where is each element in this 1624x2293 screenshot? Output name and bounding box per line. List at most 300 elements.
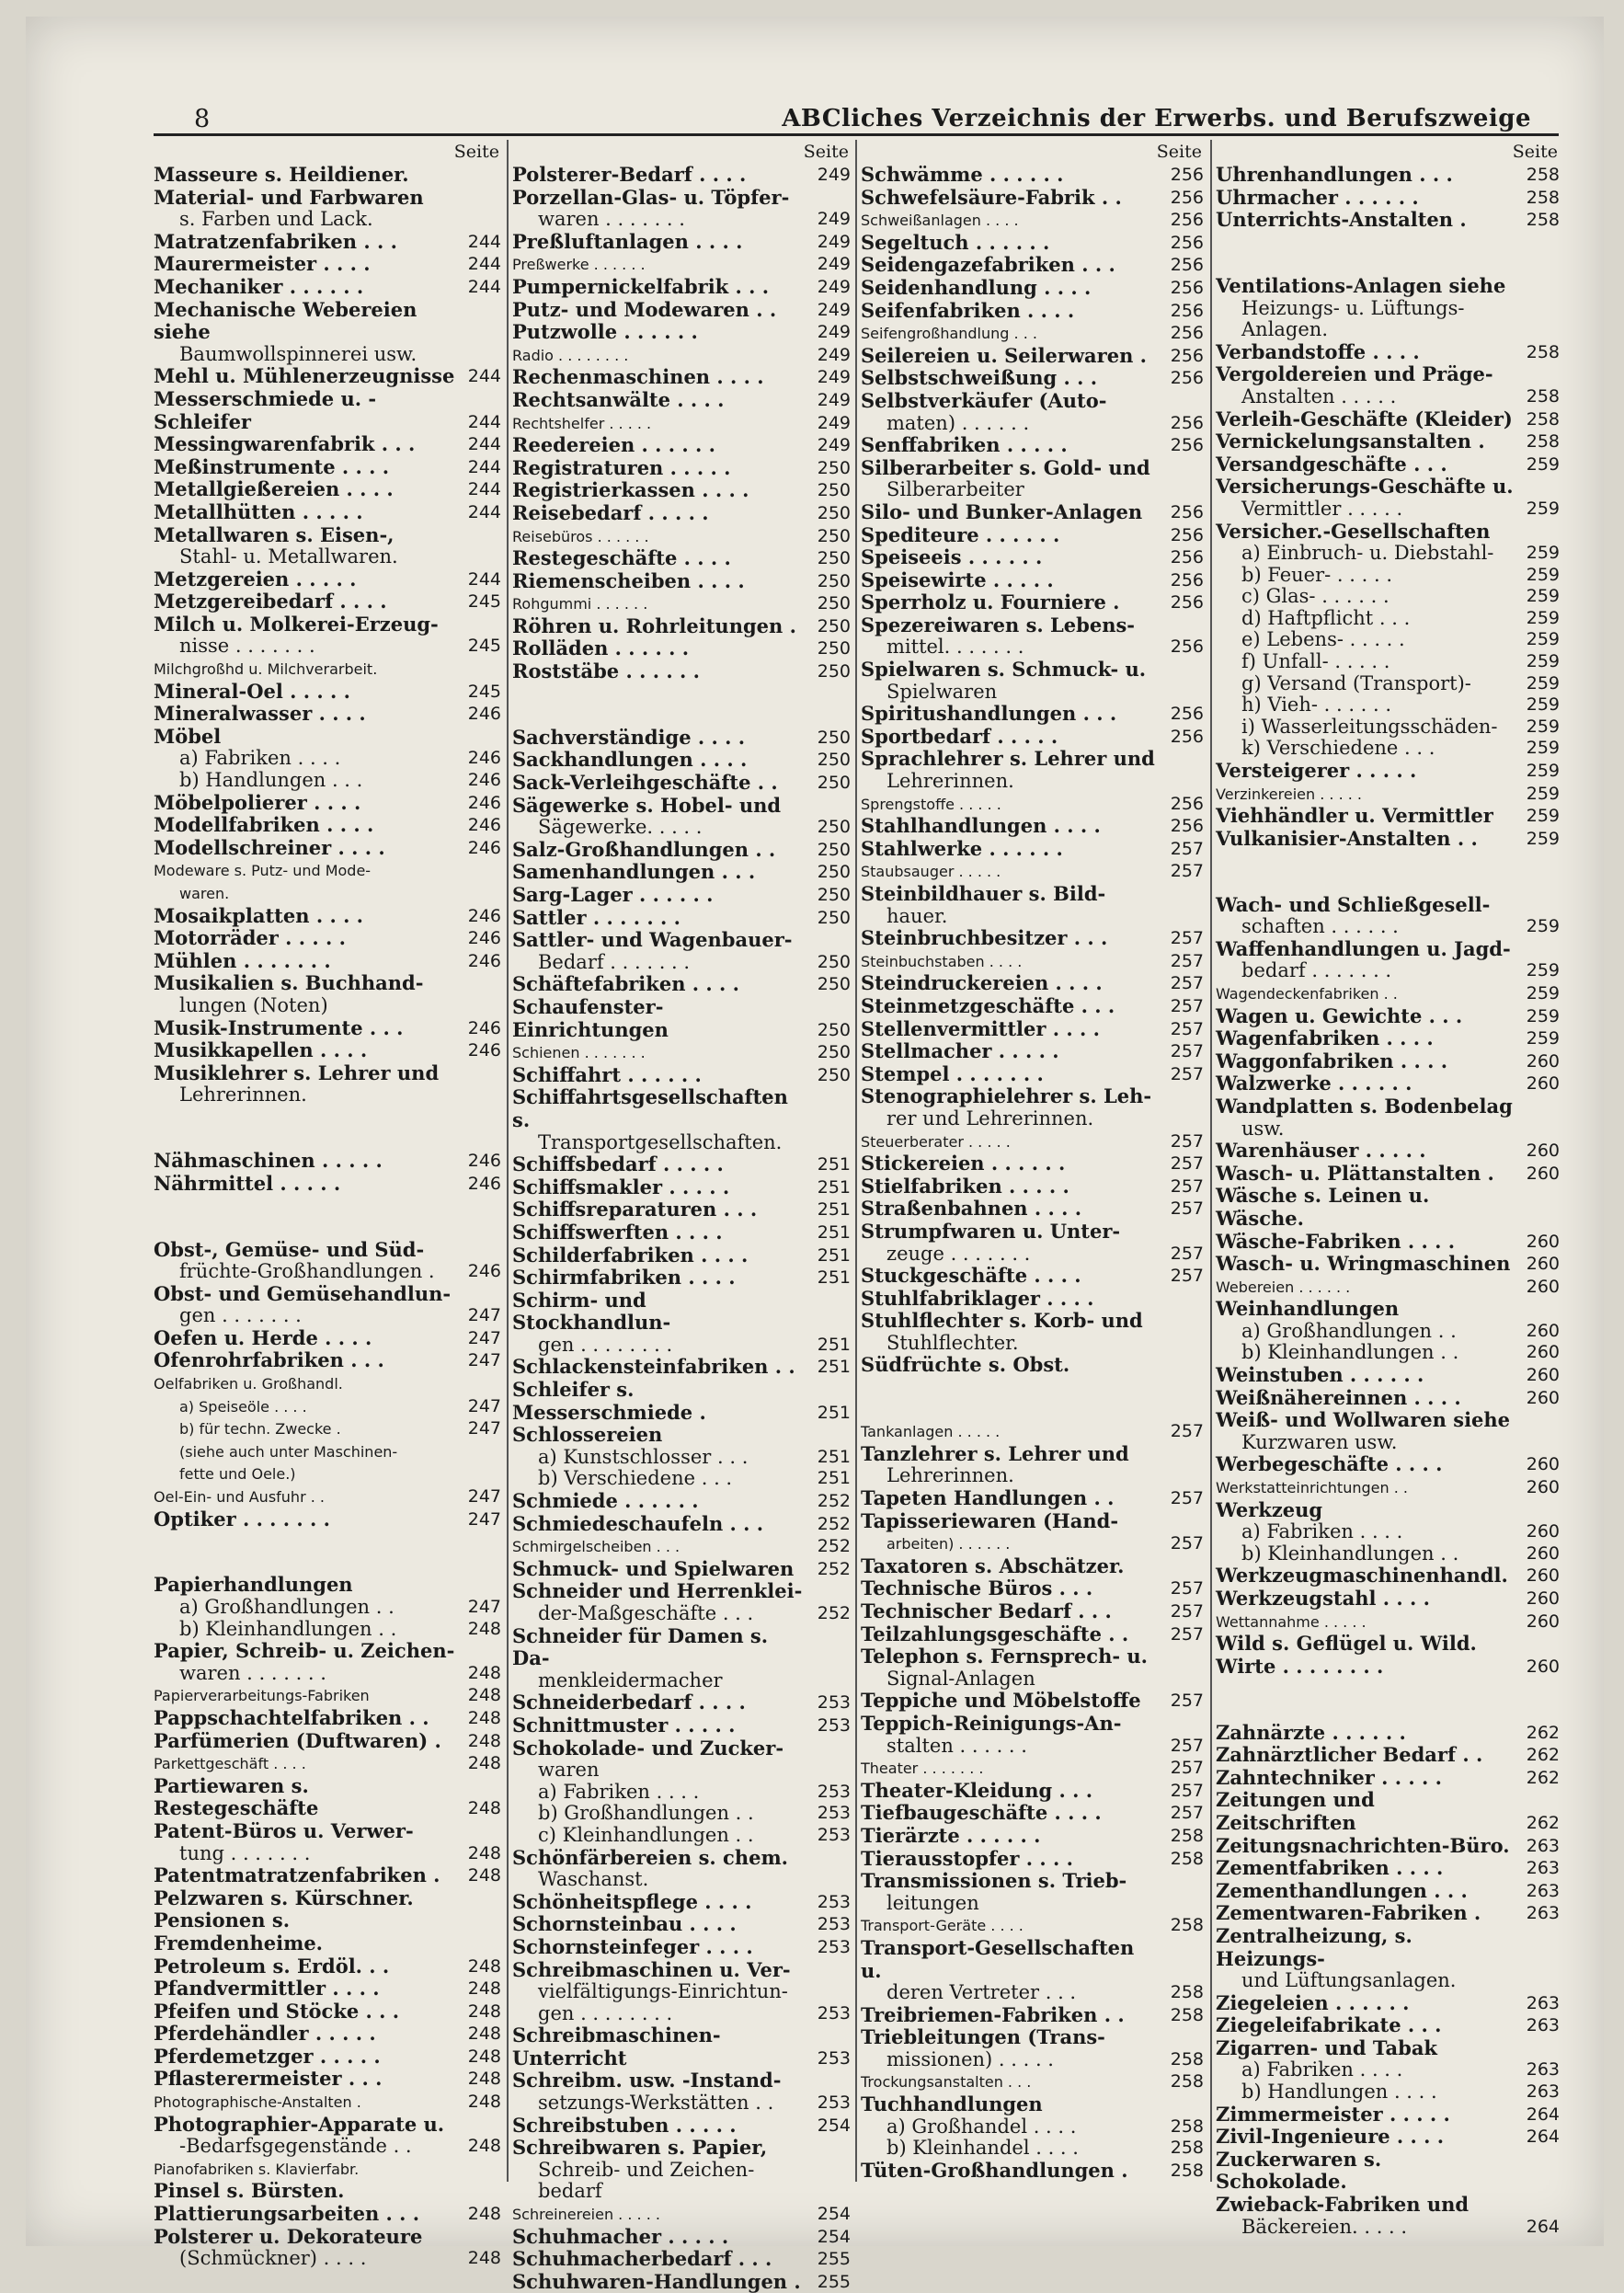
index-entry bbox=[1216, 1005, 1560, 1028]
entry-name: Schmuck- und Spielwaren bbox=[512, 1556, 795, 1580]
entry-page-number: 259 bbox=[1526, 1028, 1560, 1049]
entry-name: Nähmaschinen . . . . . bbox=[154, 1149, 383, 1173]
entry-page-number: 252 bbox=[817, 1491, 851, 1512]
entry-name: Waffenhandlungen u. Jagd- bbox=[1216, 936, 1511, 960]
entry-name: Teilzahlungsgeschäfte . . bbox=[861, 1622, 1129, 1645]
index-entry bbox=[861, 927, 1204, 950]
index-entry bbox=[512, 1535, 851, 1558]
index-entry bbox=[512, 615, 851, 638]
index-entry bbox=[512, 1513, 851, 1536]
index-entry bbox=[154, 2180, 501, 2203]
index-entry bbox=[512, 1670, 851, 1692]
entry-page-number: 259 bbox=[1526, 960, 1560, 981]
entry-page-number: 248 bbox=[467, 2092, 501, 2113]
index-entry bbox=[1216, 1970, 1560, 1992]
entry-page-number: 256 bbox=[1170, 726, 1204, 747]
index-entry bbox=[512, 817, 851, 839]
entry-page-number: 251 bbox=[817, 1468, 851, 1489]
entry-name: Parkettgeschäft . . . . bbox=[154, 1755, 306, 1773]
entry-page-number: 257 bbox=[1170, 928, 1204, 949]
section-gap bbox=[1216, 872, 1560, 894]
entry-page-number: 263 bbox=[1526, 1880, 1560, 1901]
index-entry bbox=[154, 2136, 501, 2158]
index-entry bbox=[1216, 499, 1560, 521]
index-entry bbox=[861, 726, 1204, 749]
index-entry bbox=[154, 1978, 501, 2001]
index-entry bbox=[1216, 363, 1560, 386]
index-entry bbox=[512, 1869, 851, 1891]
entry-name: d) Haftpflicht . . . bbox=[1241, 606, 1411, 629]
entry-name: Theater . . . . . . . bbox=[861, 1760, 984, 1778]
entry-page-number: 244 bbox=[467, 479, 501, 500]
entry-page-number: 259 bbox=[1526, 453, 1560, 475]
index-entry bbox=[861, 1982, 1204, 2004]
entry-page-number: 251 bbox=[817, 1221, 851, 1243]
entry-name: Schneider für Damen s. Da- bbox=[512, 1623, 769, 1670]
entry-page-number: 256 bbox=[1170, 323, 1204, 344]
entry-page-number: 258 bbox=[1170, 2004, 1204, 2025]
index-entry bbox=[861, 1018, 1204, 1041]
entry-name: Transport-Geräte . . . . bbox=[861, 1917, 1024, 1935]
entry-list bbox=[1216, 164, 1560, 2238]
index-entry bbox=[512, 1737, 851, 1760]
entry-page-number: 257 bbox=[1170, 1063, 1204, 1084]
index-entry bbox=[1216, 828, 1560, 851]
entry-page-number: 254 bbox=[817, 2204, 851, 2225]
index-entry bbox=[154, 2068, 501, 2091]
entry-name: b) Verschiedene . . . bbox=[538, 1467, 733, 1490]
entry-name: Lehrerinnen. bbox=[886, 1464, 1014, 1487]
index-entry bbox=[512, 1847, 851, 1870]
entry-page-number: 258 bbox=[1170, 1848, 1204, 1869]
index-entry bbox=[512, 1760, 851, 1782]
entry-name: Musik-Instrumente . . . bbox=[154, 1015, 404, 1039]
entry-name: Sportbedarf . . . . . bbox=[861, 724, 1058, 748]
entry-name: Rolläden . . . . . . bbox=[512, 636, 690, 660]
index-entry bbox=[1216, 1992, 1560, 2015]
index-entry bbox=[512, 1891, 851, 1914]
entry-page-number: 259 bbox=[1526, 651, 1560, 672]
index-entry bbox=[861, 1354, 1204, 1377]
entry-name: nisse . . . . . . . bbox=[179, 635, 315, 658]
entry-name: gen . . . . . . . bbox=[179, 1304, 302, 1327]
entry-name: Wasch- u. Plättanstalten . bbox=[1216, 1161, 1494, 1185]
entry-name: Preßluftanlagen . . . . bbox=[512, 229, 743, 253]
entry-name: waren. bbox=[179, 885, 230, 902]
index-entry bbox=[1216, 1163, 1560, 1186]
index-entry bbox=[1216, 2104, 1560, 2127]
entry-name: Tüten-Großhandlungen . bbox=[861, 2158, 1128, 2182]
entry-page-number: 249 bbox=[817, 299, 851, 320]
entry-page-number: 249 bbox=[817, 412, 851, 433]
index-entry bbox=[1216, 430, 1560, 453]
entry-name: b) für techn. Zwecke . bbox=[179, 1420, 341, 1439]
entry-name: Schornsteinfeger . . . . bbox=[512, 1934, 753, 1958]
entry-name: Werkzeugstahl . . . . bbox=[1216, 1587, 1430, 1610]
entry-name: Vermittler . . . . . bbox=[1241, 497, 1403, 520]
index-entry bbox=[1216, 1880, 1560, 1903]
entry-name: Bedarf . . . . . . . bbox=[538, 950, 691, 973]
index-entry bbox=[512, 1221, 851, 1244]
entry-page-number: 249 bbox=[817, 254, 851, 275]
entry-name: Schiffswerften . . . . bbox=[512, 1220, 723, 1244]
entry-page-number: 246 bbox=[467, 704, 501, 725]
entry-name: Selbstverkäufer (Auto- bbox=[861, 388, 1107, 412]
index-entry bbox=[154, 748, 501, 770]
index-entry bbox=[861, 300, 1204, 323]
entry-name: Schaufenster-Einrichtungen bbox=[512, 994, 669, 1041]
entry-name: Seilereien u. Seilerwaren . bbox=[861, 343, 1147, 367]
entry-page-number: 260 bbox=[1526, 1454, 1560, 1475]
entry-page-number: 253 bbox=[817, 2002, 851, 2024]
index-entry bbox=[154, 1084, 501, 1106]
index-entry bbox=[512, 1267, 851, 1290]
entry-page-number: 259 bbox=[1526, 564, 1560, 585]
entry-name: Pflasterermeister . . . bbox=[154, 2067, 383, 2091]
entry-name: Versandgeschäfte . . . bbox=[1216, 452, 1447, 476]
index-entry bbox=[154, 2023, 501, 2046]
index-entry bbox=[861, 434, 1204, 457]
entry-page-number: 244 bbox=[467, 366, 501, 387]
index-entry bbox=[512, 2226, 851, 2249]
entry-page-number: 248 bbox=[467, 2024, 501, 2045]
index-entry bbox=[861, 1108, 1204, 1130]
entry-name: Musiklehrer s. Lehrer und bbox=[154, 1061, 440, 1084]
entry-name: Schienen . . . . . . . bbox=[512, 1044, 646, 1062]
entry-page-number: 253 bbox=[817, 1891, 851, 1912]
index-entry bbox=[154, 1619, 501, 1641]
index-entry bbox=[1216, 1253, 1560, 1276]
entry-name: Silo- und Bunker-Anlagen bbox=[861, 499, 1143, 523]
entry-name: Signal-Anlagen bbox=[886, 1667, 1035, 1690]
entry-page-number: 249 bbox=[817, 276, 851, 297]
index-entry bbox=[512, 1913, 851, 1936]
entry-page-number: 245 bbox=[467, 591, 501, 613]
entry-name: Taxatoren s. Abschätzer. bbox=[861, 1554, 1125, 1577]
entry-name: Schönheitspflege . . . . bbox=[512, 1889, 752, 1913]
entry-name: Sarg-Lager . . . . . . bbox=[512, 883, 714, 906]
entry-name: Nährmittel . . . . . bbox=[154, 1171, 341, 1195]
section-gap bbox=[1216, 253, 1560, 275]
entry-name: Seifenfabriken . . . . bbox=[861, 298, 1075, 322]
entry-name: mittel. . . . . . . bbox=[886, 636, 1024, 659]
index-entry bbox=[154, 231, 501, 254]
index-entry bbox=[512, 389, 851, 412]
entry-page-number: 254 bbox=[817, 2115, 851, 2136]
index-entry bbox=[512, 660, 851, 683]
entry-name: Weiß- und Wollwaren siehe bbox=[1216, 1408, 1511, 1432]
entry-page-number: 248 bbox=[467, 2069, 501, 2090]
index-entry bbox=[512, 727, 851, 750]
entry-page-number: 262 bbox=[1526, 1722, 1560, 1743]
entry-page-number: 248 bbox=[467, 2204, 501, 2225]
entry-page-number: 260 bbox=[1526, 1231, 1560, 1252]
index-entry bbox=[154, 524, 501, 547]
index-entry bbox=[861, 771, 1204, 793]
index-entry bbox=[1216, 1499, 1560, 1522]
entry-name: Unterrichts-Anstalten . bbox=[1216, 208, 1467, 232]
index-entry bbox=[154, 1775, 501, 1820]
index-entry bbox=[512, 1064, 851, 1087]
index-column-4 bbox=[1216, 140, 1560, 2238]
entry-page-number: 260 bbox=[1526, 1521, 1560, 1542]
entry-name: s. Farben und Lack. bbox=[179, 208, 373, 231]
index-entry bbox=[861, 1487, 1204, 1510]
entry-page-number: 257 bbox=[1170, 1623, 1204, 1645]
entry-page-number: 244 bbox=[467, 456, 501, 477]
entry-name: Selbstschweißung . . . bbox=[861, 366, 1098, 390]
index-entry bbox=[861, 1040, 1204, 1063]
index-entry bbox=[861, 995, 1204, 1018]
index-entry bbox=[512, 996, 851, 1041]
entry-name: Anlagen. bbox=[1241, 318, 1328, 341]
entry-page-number: 258 bbox=[1170, 2071, 1204, 2092]
index-entry bbox=[154, 2091, 501, 2114]
entry-name: arbeiten) . . . . . . bbox=[886, 1535, 1011, 1554]
entry-name: Pensionen s. Fremdenheime. bbox=[154, 1909, 323, 1955]
entry-page-number: 258 bbox=[1526, 210, 1560, 231]
index-entry bbox=[512, 749, 851, 772]
index-entry bbox=[512, 1244, 851, 1267]
entry-page-number: 260 bbox=[1526, 1542, 1560, 1564]
section-gap bbox=[1216, 1700, 1560, 1722]
entry-name: Pianofabriken s. Klavierfabr. bbox=[154, 2160, 360, 2178]
entry-name: Spediteure . . . . . . bbox=[861, 522, 1060, 546]
entry-page-number: 250 bbox=[817, 661, 851, 682]
index-entry bbox=[154, 1730, 501, 1753]
entry-name: Zentralheizung, s. Heizungs- bbox=[1216, 1923, 1412, 1970]
entry-page-number: 253 bbox=[817, 1914, 851, 1935]
seite-label: Seite bbox=[803, 142, 849, 162]
entry-name: menkleidermacher bbox=[538, 1668, 723, 1691]
entry-name: Zuckerwaren s. Schokolade. bbox=[1216, 2147, 1382, 2194]
entry-page-number: 256 bbox=[1170, 210, 1204, 231]
entry-name: missionen) . . . . . bbox=[886, 2047, 1054, 2070]
entry-name: Zahntechniker . . . . . bbox=[1216, 1765, 1442, 1789]
entry-page-number: 259 bbox=[1526, 694, 1560, 716]
index-entry bbox=[512, 1132, 851, 1154]
entry-name: Mosaikplatten . . . . bbox=[154, 903, 363, 927]
entry-name: Photographier-Apparate u. bbox=[154, 2112, 445, 2136]
entry-name: Pfandvermittler . . . . bbox=[154, 1977, 380, 2001]
index-entry bbox=[154, 209, 501, 231]
index-entry bbox=[154, 2158, 501, 2181]
entry-name: der-Maßgeschäfte . . . bbox=[538, 1602, 754, 1624]
index-entry bbox=[512, 434, 851, 457]
entry-name: b) Handlungen . . . bbox=[179, 769, 363, 792]
entry-page-number: 260 bbox=[1526, 1254, 1560, 1275]
section-gap bbox=[861, 1399, 1204, 1421]
entry-page-number: 258 bbox=[1526, 385, 1560, 407]
index-entry bbox=[154, 2114, 501, 2137]
index-entry bbox=[512, 479, 851, 502]
index-entry bbox=[1216, 2217, 1560, 2239]
entry-page-number: 256 bbox=[1170, 569, 1204, 590]
entry-name: Musikkapellen . . . . bbox=[154, 1038, 368, 1062]
entry-name: Salz-Großhandlungen . . bbox=[512, 837, 776, 861]
entry-page-number: 260 bbox=[1526, 1276, 1560, 1297]
index-entry bbox=[154, 792, 501, 815]
entry-name: Schlackensteinfabriken . . bbox=[512, 1355, 795, 1379]
index-entry bbox=[861, 1510, 1204, 1533]
entry-name: Wettannahme . . . . . bbox=[1216, 1612, 1367, 1631]
index-entry bbox=[154, 1752, 501, 1775]
index-entry bbox=[154, 2203, 501, 2226]
entry-name: Segeltuch . . . . . . bbox=[861, 230, 1050, 254]
index-entry bbox=[512, 187, 851, 210]
index-entry bbox=[861, 1288, 1204, 1311]
entry-name: Putzwolle . . . . . . bbox=[512, 320, 698, 344]
entry-page-number: 251 bbox=[817, 1154, 851, 1175]
index-entry bbox=[512, 2092, 851, 2115]
index-entry bbox=[1216, 1027, 1560, 1050]
index-entry bbox=[861, 614, 1204, 637]
index-entry bbox=[154, 2046, 501, 2069]
index-entry bbox=[512, 839, 851, 862]
entry-name: waren bbox=[538, 1759, 600, 1782]
index-entry bbox=[861, 1848, 1204, 1871]
entry-page-number: 262 bbox=[1526, 1767, 1560, 1788]
index-entry bbox=[861, 1780, 1204, 1803]
entry-name: a) Fabriken . . . . bbox=[538, 1780, 700, 1803]
entry-page-number: 256 bbox=[1170, 524, 1204, 545]
entry-page-number: 250 bbox=[817, 839, 851, 860]
section-gap bbox=[861, 1377, 1204, 1399]
entry-name: lungen (Noten) bbox=[179, 993, 328, 1016]
entry-page-number: 257 bbox=[1170, 1018, 1204, 1039]
entry-name: Photographische-Anstalten . bbox=[154, 2093, 361, 2112]
index-entry bbox=[1216, 1744, 1560, 1767]
index-entry bbox=[861, 1221, 1204, 1244]
entry-name: Triebleitungen (Trans- bbox=[861, 2025, 1105, 2049]
entry-name: Papierhandlungen bbox=[154, 1573, 353, 1597]
index-entry bbox=[154, 546, 501, 568]
index-entry bbox=[1216, 960, 1560, 982]
index-entry bbox=[512, 2137, 851, 2160]
entry-page-number: 249 bbox=[817, 435, 851, 456]
index-entry bbox=[861, 390, 1204, 413]
entry-page-number: 256 bbox=[1170, 412, 1204, 433]
entry-page-number: 255 bbox=[817, 2249, 851, 2270]
entry-page-number: 250 bbox=[817, 480, 851, 501]
index-entry bbox=[1216, 2149, 1560, 2194]
index-entry bbox=[512, 321, 851, 344]
index-entry bbox=[154, 2226, 501, 2249]
entry-page-number: 259 bbox=[1526, 629, 1560, 650]
entry-name: Stuhlflechter s. Korb- und bbox=[861, 1309, 1143, 1333]
index-entry bbox=[861, 883, 1204, 906]
entry-page-number: 250 bbox=[817, 615, 851, 636]
entry-page-number: 258 bbox=[1170, 2160, 1204, 2181]
index-entry bbox=[512, 1041, 851, 1064]
entry-page-number: 257 bbox=[1170, 1691, 1204, 1712]
entry-page-number: 263 bbox=[1526, 2015, 1560, 2036]
index-entry bbox=[512, 2160, 851, 2182]
entry-page-number: 250 bbox=[817, 638, 851, 659]
index-entry bbox=[1216, 275, 1560, 298]
index-entry bbox=[861, 682, 1204, 704]
entry-name: Polsterer-Bedarf . . . . bbox=[512, 163, 747, 186]
index-entry bbox=[1216, 1565, 1560, 1588]
entry-page-number: 263 bbox=[1526, 2081, 1560, 2103]
entry-page-number: 257 bbox=[1170, 950, 1204, 971]
entry-name: Tapeten Handlungen . . bbox=[861, 1486, 1115, 1510]
index-entry bbox=[1216, 1095, 1560, 1118]
index-entry bbox=[1216, 164, 1560, 187]
index-entry bbox=[1216, 1298, 1560, 1321]
entry-page-number: 258 bbox=[1170, 1915, 1204, 1936]
entry-page-number: 244 bbox=[467, 411, 501, 432]
entry-name: Schweißanlagen . . . . bbox=[861, 212, 1019, 230]
index-entry bbox=[154, 1150, 501, 1173]
entry-name: Vernickelungsanstalten . bbox=[1216, 430, 1485, 453]
index-entry bbox=[154, 1305, 501, 1327]
index-entry bbox=[1216, 1789, 1560, 1834]
entry-name: Mechaniker . . . . . . bbox=[154, 274, 364, 298]
entry-name: Motorräder . . . . . bbox=[154, 926, 346, 950]
index-entry bbox=[154, 927, 501, 950]
entry-page-number: 248 bbox=[467, 1662, 501, 1683]
entry-name: Speisewirte . . . . . bbox=[861, 568, 1054, 591]
entry-name: Tuchhandlungen bbox=[861, 2092, 1043, 2116]
index-entry bbox=[861, 1063, 1204, 1086]
entry-name: Schwämme . . . . . . bbox=[861, 163, 1064, 186]
index-entry bbox=[154, 1327, 501, 1350]
index-entry bbox=[154, 703, 501, 726]
index-entry bbox=[1216, 521, 1560, 544]
entry-page-number: 251 bbox=[817, 1334, 851, 1355]
index-entry bbox=[1216, 1321, 1560, 1343]
index-entry bbox=[861, 1244, 1204, 1266]
entry-page-number: 255 bbox=[817, 2271, 851, 2292]
entry-name: gen . . . . . . . . bbox=[538, 2001, 673, 2024]
entry-name: Registrierkassen . . . . bbox=[512, 478, 749, 502]
index-entry bbox=[512, 884, 851, 907]
entry-page-number: 257 bbox=[1170, 1198, 1204, 1220]
index-entry bbox=[154, 1597, 501, 1619]
entry-page-number: 250 bbox=[817, 1042, 851, 1063]
entry-name: Milchgroßhd u. Milchverarbeit. bbox=[154, 660, 378, 679]
index-entry bbox=[1216, 1185, 1560, 1230]
index-entry bbox=[512, 1714, 851, 1737]
entry-name: Schreibmaschinen-Unterricht bbox=[512, 2024, 721, 2069]
index-entry bbox=[512, 2248, 851, 2271]
entry-page-number: 252 bbox=[817, 1558, 851, 1579]
entry-page-number: 256 bbox=[1170, 255, 1204, 276]
index-entry bbox=[512, 772, 851, 795]
entry-name: Schiffahrt . . . . . . bbox=[512, 1062, 702, 1086]
index-entry bbox=[512, 1490, 851, 1513]
entry-name: Rechenmaschinen . . . . bbox=[512, 365, 764, 389]
entry-page-number: 250 bbox=[817, 457, 851, 478]
index-entry bbox=[1216, 629, 1560, 651]
entry-name: Uhrenhandlungen . . . bbox=[1216, 163, 1453, 186]
entry-name: Oel-Ein- und Ausfuhr . . bbox=[154, 1488, 325, 1507]
index-entry bbox=[512, 952, 851, 974]
index-entry bbox=[154, 456, 501, 479]
entry-name: Preßwerke . . . . . . bbox=[512, 256, 646, 274]
entry-page-number: 257 bbox=[1170, 1578, 1204, 1599]
entry-name: Spielwaren s. Schmuck- u. bbox=[861, 658, 1147, 682]
index-entry bbox=[861, 164, 1204, 187]
index-entry bbox=[154, 770, 501, 792]
index-entry bbox=[861, 659, 1204, 682]
index-entry bbox=[1216, 341, 1560, 364]
entry-page-number: 259 bbox=[1526, 607, 1560, 628]
entry-name: Schreibmaschinen u. Ver- bbox=[512, 1957, 791, 1981]
entry-page-number: 248 bbox=[467, 1685, 501, 1706]
entry-name: Mechanische Webereien siehe bbox=[154, 297, 417, 344]
